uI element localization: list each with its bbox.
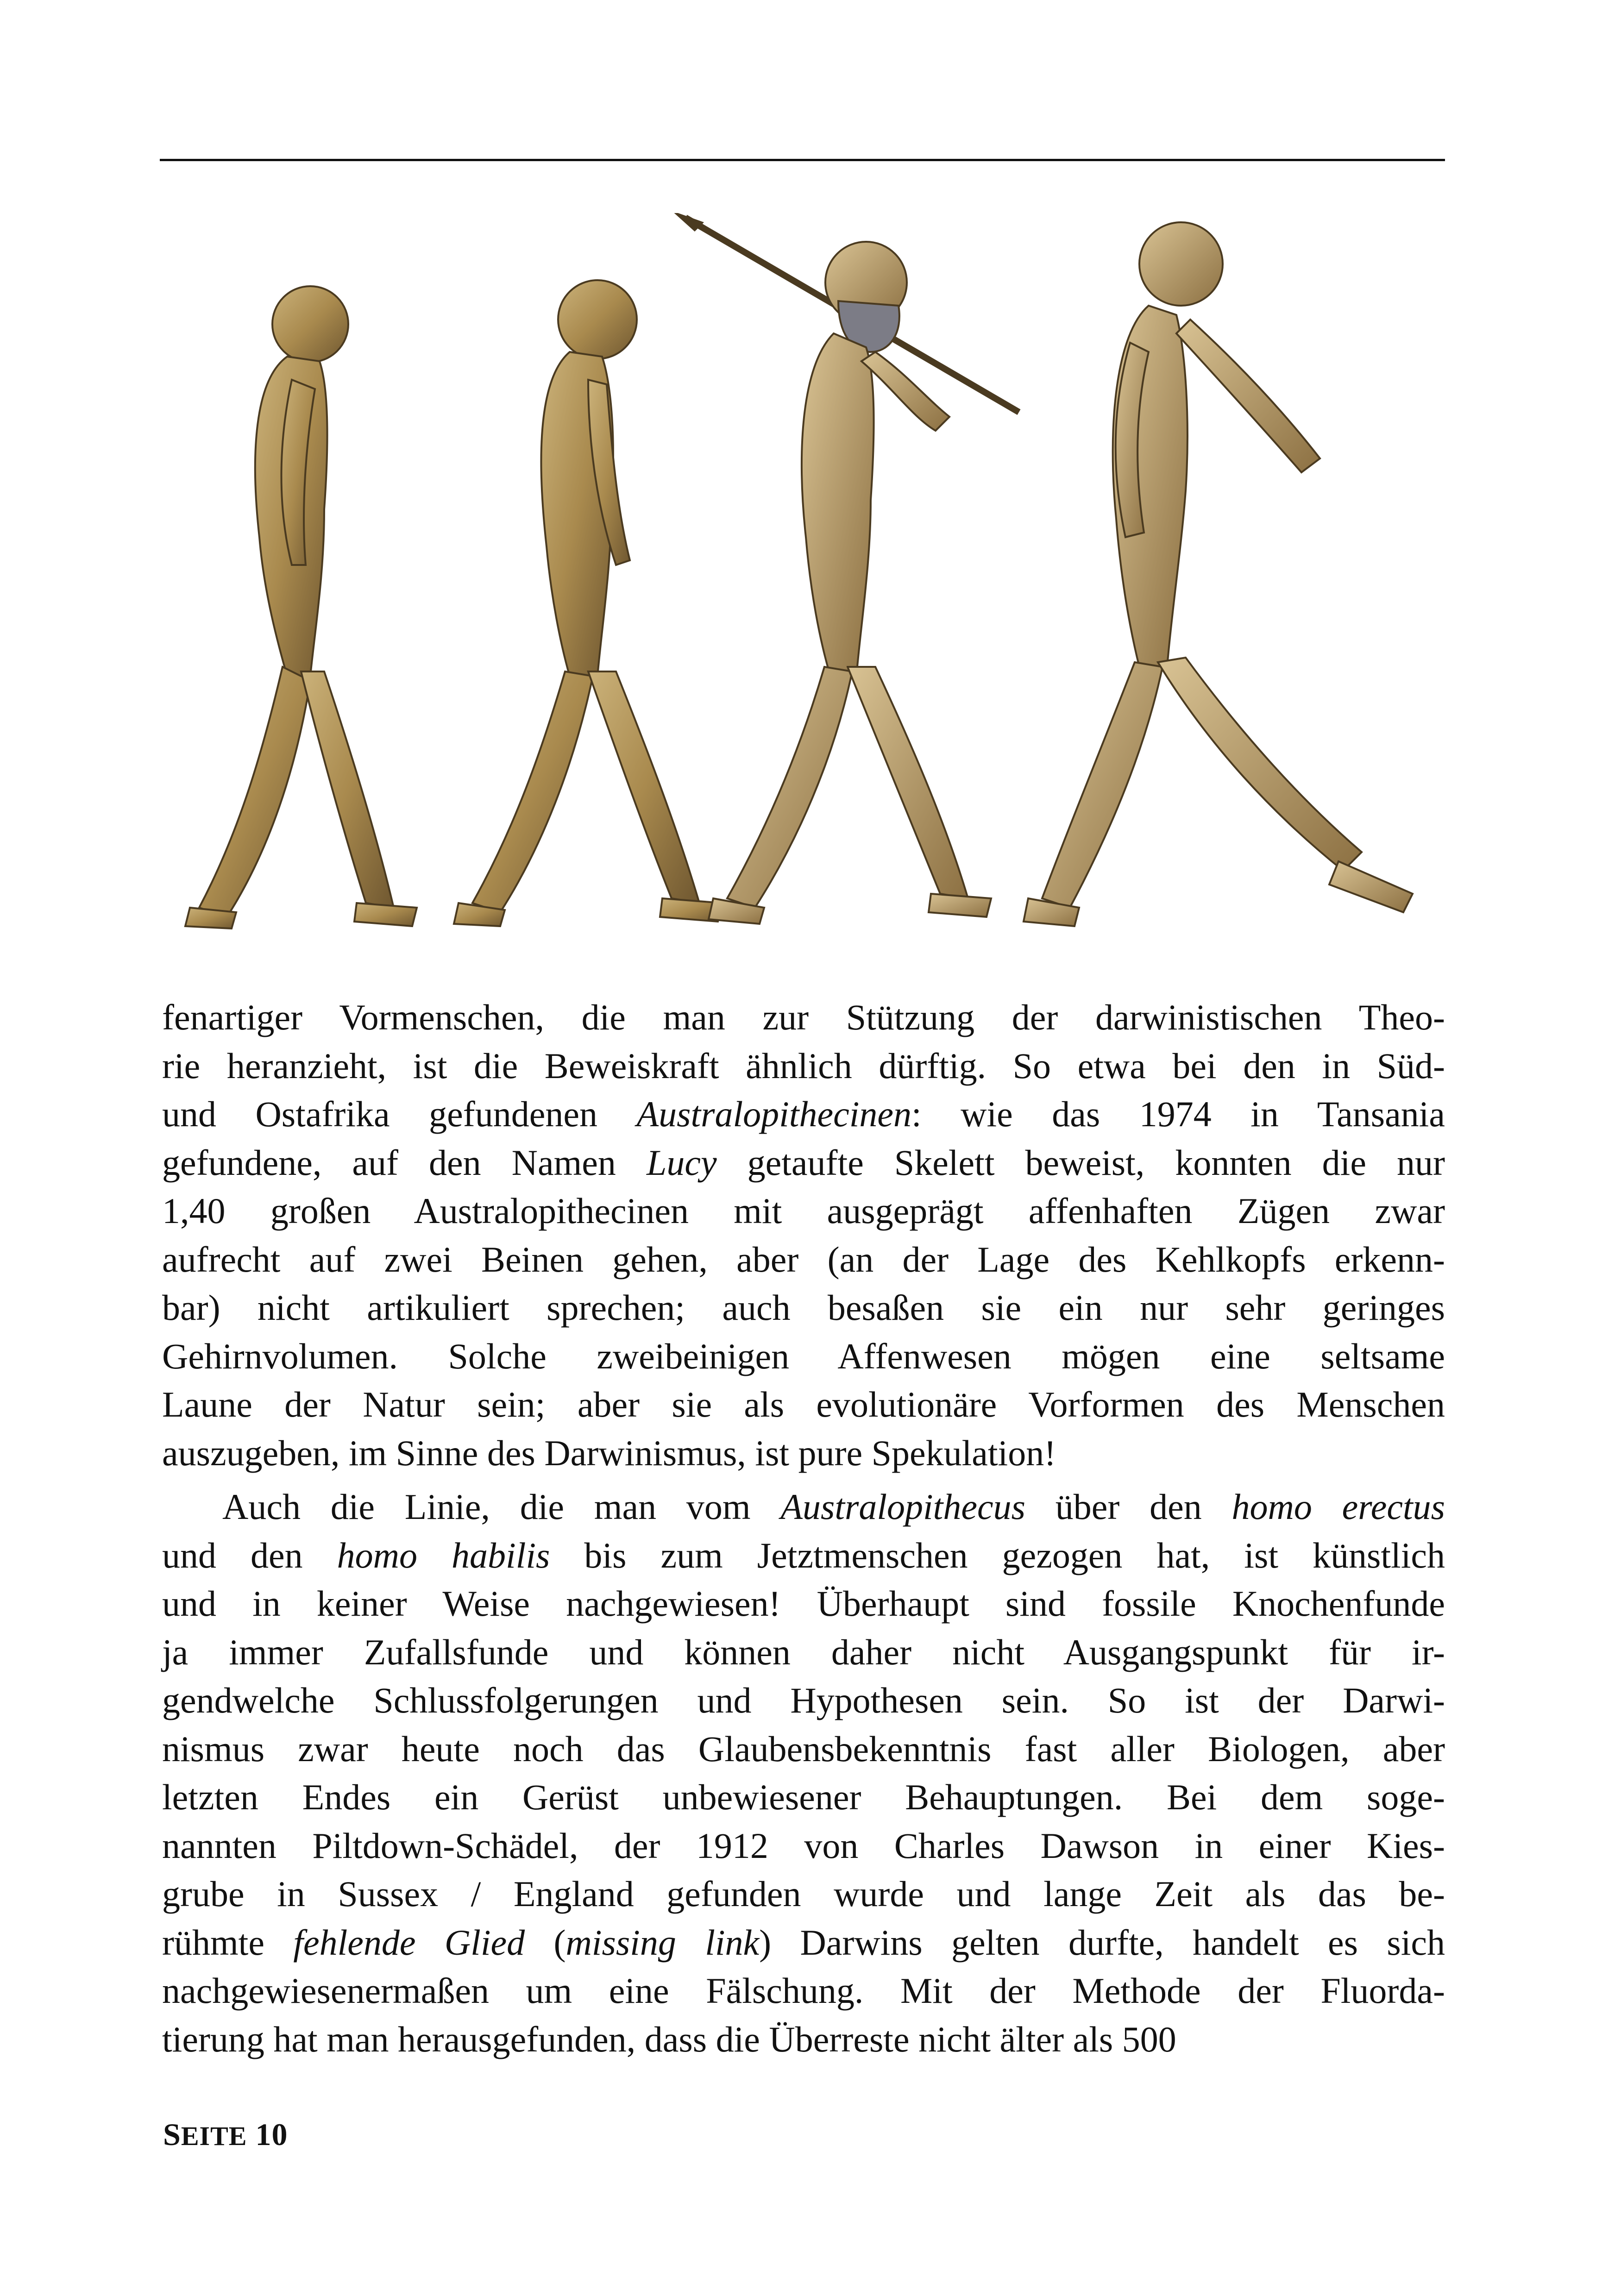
text-run: getaufte Skelett beweist, konnten die nur: [716, 1142, 1445, 1183]
text-line: [162, 1919, 1445, 1967]
text-run: auszugeben, im Sinne des Darwinismus, ist pure Spekulation!: [162, 1432, 1056, 1473]
text-run: Auch die Linie, die man vom: [222, 1487, 781, 1527]
text-line: [162, 1332, 1445, 1381]
text-line: [162, 1870, 1445, 1919]
text-line: [162, 1139, 1445, 1187]
text-run: und den: [162, 1535, 337, 1575]
text-line: [162, 1773, 1445, 1822]
footer-label-initial: S: [163, 2117, 181, 2152]
text-line: [162, 1531, 1445, 1580]
paragraph: [162, 1483, 1445, 2064]
italic-term: Australopithecus: [780, 1487, 1025, 1527]
text-line: [162, 993, 1445, 1042]
text-line: [162, 2015, 1445, 2064]
text-line: [162, 1284, 1445, 1332]
text-run: Laune der Natur sein; aber sie als evolutionäre Vorformen des Menschen: [162, 1384, 1445, 1424]
italic-term: fehlende Glied: [293, 1922, 525, 1963]
text-run: 1,40 großen Australopithecinen mit ausgeprägt affenhaften Zügen zwar: [162, 1191, 1445, 1231]
italic-term: Australopithecinen: [636, 1094, 912, 1134]
text-line: [162, 1725, 1445, 1774]
text-run: und Ostafrika gefundenen: [162, 1094, 637, 1134]
text-run: Gehirnvolumen. Solche zweibeinigen Affenwesen mögen eine seltsame: [162, 1336, 1445, 1376]
text-run: bis zum Jetztmenschen gezogen hat, ist künstlich: [550, 1535, 1445, 1575]
text-run: letzten Endes ein Gerüst unbewiesener Behauptungen. Bei dem soge-: [162, 1777, 1445, 1817]
text-run: rühmte: [162, 1922, 294, 1963]
text-run: bar) nicht artikuliert sprechen; auch besaßen sie ein nur sehr geringes: [162, 1287, 1445, 1328]
text-run: tierung hat man herausgefunden, dass die Überreste nicht älter als 500: [162, 2019, 1176, 2059]
text-run: ja immer Zufallsfunde und können daher nicht Ausgangspunkt für ir-: [162, 1631, 1445, 1672]
italic-term: missing link: [565, 1922, 760, 1963]
figure-ape: [185, 286, 417, 928]
text-run: ) Darwins gelten durfte, handelt es sich: [759, 1922, 1445, 1963]
text-line: [162, 1380, 1445, 1429]
text-line: [162, 1967, 1445, 2015]
figure-modern-human: [1024, 222, 1413, 926]
text-run: gefundene, auf den Namen: [162, 1142, 647, 1183]
text-run: rie heranzieht, ist die Beweiskraft ähnlich dürftig. So etwa bei den in Süd-: [162, 1045, 1445, 1086]
italic-term: homo erectus: [1231, 1487, 1445, 1527]
paragraph: [162, 993, 1445, 1477]
evolution-illustration: [171, 213, 1440, 935]
page-footer: [163, 2116, 288, 2153]
text-line: [162, 1429, 1445, 1478]
text-run: fenartiger Vormenschen, die man zur Stützung der darwinistischen Theo-: [162, 997, 1445, 1037]
body-text: [162, 993, 1445, 2064]
page-number: 10: [255, 2117, 288, 2152]
text-run: nachgewiesenermaßen um eine Fälschung. Mit der Methode der Fluorda-: [162, 1970, 1445, 2011]
figure-early-hominid: [454, 280, 723, 926]
italic-term: homo habilis: [337, 1535, 550, 1575]
footer-label-rest: EITE: [181, 2121, 247, 2151]
text-run: über den: [1025, 1487, 1232, 1527]
italic-term: Lucy: [646, 1142, 717, 1183]
text-run: nannten Piltdown-Schädel, der 1912 von Charles Dawson in einer Kies-: [162, 1825, 1445, 1866]
text-line: [162, 1483, 1445, 1531]
text-run: nismus zwar heute noch das Glaubensbekenntnis fast aller Biologen, aber: [162, 1728, 1445, 1769]
text-line: [162, 1580, 1445, 1628]
text-run: aufrecht auf zwei Beinen gehen, aber (an der Lage des Kehlkopfs erkenn-: [162, 1239, 1445, 1280]
text-line: [162, 1187, 1445, 1236]
text-run: (: [525, 1922, 566, 1963]
text-run: gendwelche Schlussfolgerungen und Hypothesen sein. So ist der Darwi-: [162, 1680, 1445, 1720]
text-run: und in keiner Weise nachgewiesen! Überhaupt sind fossile Knochenfunde: [162, 1583, 1445, 1624]
text-line: [162, 1236, 1445, 1284]
figure-homo-erectus: [672, 213, 1019, 924]
text-line: [162, 1090, 1445, 1139]
text-run: grube in Sussex / England gefunden wurde und lange Zeit als das be-: [162, 1874, 1445, 1914]
text-line: [162, 1822, 1445, 1870]
header-rule: [160, 159, 1445, 161]
text-run: : wie das 1974 in Tansania: [911, 1094, 1445, 1134]
text-line: [162, 1628, 1445, 1677]
text-line: [162, 1676, 1445, 1725]
text-line: [162, 1042, 1445, 1091]
